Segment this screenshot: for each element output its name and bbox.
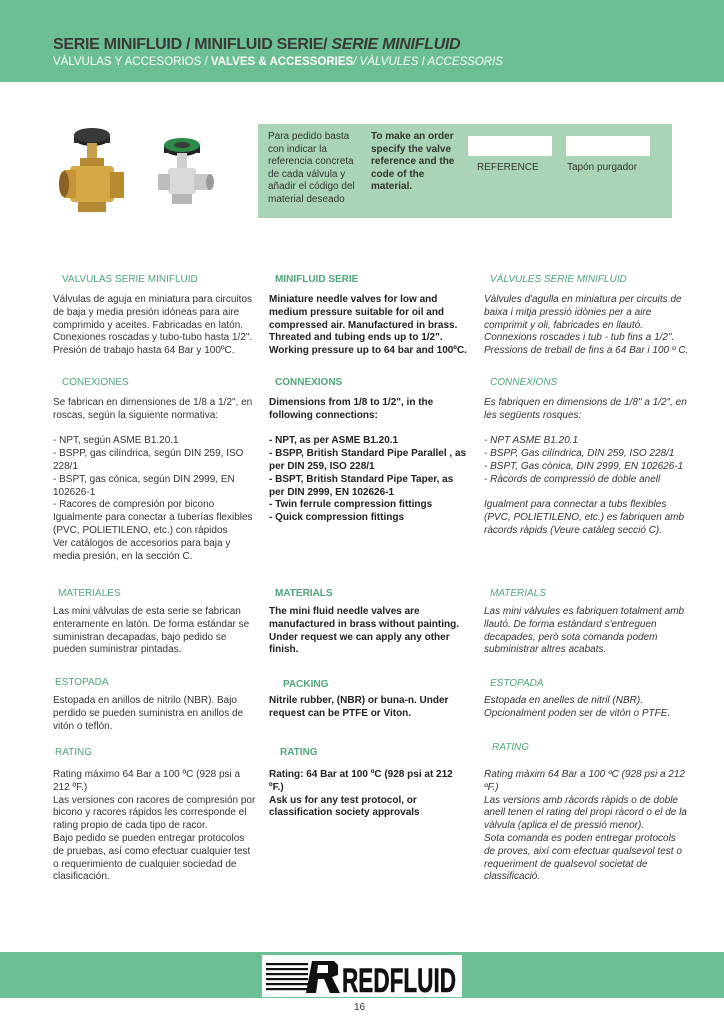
paragraph: Nitrile rubber, (NBR) or buna-n. Under request can be PTFE or Viton. (269, 695, 449, 719)
order-note-en: To make an order specify the valve reference and the code of the material. (371, 131, 455, 192)
paragraph: Es fabriquen en dimensions de 1/8" a 1/2", en les següents rosques: - NPT ASME B1.20.1 - BSPP, Gas cilíndrica, DIN 259, ISO 228/1 - BSPT, Gas cònica, DIN 2999, EN 102626-1 - Ràcords de compressió de doble anell Igualment para connectar a tubs flexibles (PVC, POLIETILENO, etc.) es fabriquen amb ràcords ràpids (Veure catàleg secció C). (484, 397, 687, 536)
purge-plug-label: Tapón purgador (567, 162, 638, 173)
paragraph: Las mini válvulas de esta serie se fabrican enteramente en latón. De forma estándar se suministran decapadas, bajo pedido se pueden suministrar pintadas. (53, 606, 250, 656)
section-heading-es: ESTOPADA (55, 677, 109, 688)
redfluid-logo-icon (262, 955, 462, 1000)
subtitle-en: VALVES & ACCESSORIES (210, 56, 354, 68)
reference-code-cell (468, 136, 552, 156)
paragraph: Rating máximo 64 Bar a 100 ºC (928 psi a 212 ºF.) Las versiones con racores de compresión por bicono y racores rápidos les corresponde el rating propio de cada tipo de racor. Bajo pedido se pueden entregar protocolos de pruebas, así como efectuar cualquier test o requerimiento de cualquier sociedad de clasificación. (53, 769, 256, 883)
paragraph: Estopada en anillos de nitrilo (NBR). Bajo perdido se pueden suministra en anillos de vitón o teflón. (53, 695, 244, 732)
chrome-valve-icon (158, 138, 214, 204)
intro-text-es (53, 294, 258, 358)
paragraph: Se fabrican en dimensiones de 1/8 a 1/2", en roscas, según la siguiente normativa: - NPT, según ASME B1.20.1 - BSPP, gas cilíndrica, según DIN 259, ISO 228/1 - BSPT, gas cónica, según DIN 2999, EN 102626-1 - Racores de compresión por bicono Igualmente para conectar a tuberías flexibles (PVC, POLIETILENO, etc.) con rápidos Ver catálogos de accesorios para baja y media presión, en la sección C. (53, 397, 253, 562)
connections-text-en (269, 397, 469, 525)
connections-text-es (53, 397, 258, 563)
section-heading-ca: VÀLVULES SERIE MINIFLUID (490, 274, 627, 285)
section-heading-es: VALVULAS SERIE MINIFLUID (62, 274, 198, 285)
section-heading-en: CONNEXIONS (275, 377, 343, 388)
paragraph: Vàlvules d'agulla en miniatura per circuits de baixa i mitja pressió idònies per a aire comprimit y oli, fabricades en llautó. Connexions roscades i tub - tub fins a 1/2". Pressions de treball de fins a 64 Bar i 100 º C. (484, 294, 689, 357)
section-heading-en: MATERIALS (275, 588, 333, 599)
section-heading-es: RATING (55, 747, 93, 758)
intro-text-en (269, 294, 469, 358)
title-italic: SERIE MINIFLUID (331, 36, 461, 53)
redfluid-logo (262, 955, 462, 1000)
packing-text-ca (484, 695, 689, 721)
section-heading-ca: CONNEXIONS (490, 377, 558, 388)
purge-plug-code-cell (566, 136, 650, 156)
product-photo (50, 118, 220, 223)
paragraph: Rating màxim 64 Bar a 100 ºC (928 psi a 212 ºF.) Las versions amb ràcords ràpids o de doble anell tenen el rating del propi ràcord o el de la vàlvula (aplica el de pressió menor). Sota comanda es poden entregar protocols de proves, així com efectuar qualsevol test o requeriment de qualsevol societat de classificació. (484, 769, 687, 883)
section-heading-es: CONEXIONES (62, 377, 129, 388)
section-heading-ca: RATING (492, 742, 530, 753)
packing-text-es (53, 695, 258, 733)
brass-valve-icon (59, 128, 124, 212)
title-main: SERIE MINIFLUID / MINIFLUID SERIE/ (53, 36, 332, 53)
subtitle-es: VÁLVULAS Y ACCESORIOS / (53, 56, 211, 68)
paragraph: Miniature needle valves for low and medium pressure suitable for oil and compressed air. Manufactured in brass. Threated and tubing ends up to 1/2". Working pressure up to 64 bar and 100ºC. (269, 294, 467, 357)
section-heading-ca: MATERIALS (490, 588, 546, 599)
section-heading-en: RATING (280, 747, 318, 758)
reference-label: REFERENCE (477, 162, 539, 173)
paragraph: Las mini vàlvules es fabriquen totalment amb llautó. De forma estàndard s'entreguen decapades, però sota comanda podem subministrar altres acabats. (484, 606, 685, 656)
section-heading-ca: ESTOPADA (490, 678, 544, 689)
paragraph: Dimensions from 1/8 to 1/2", in the following connections: - NPT, as per ASME B1.20.1 - BSPP, British Standard Pipe Parallel , as per DIN 259, ISO 228/1 - BSPT, British Standard Pipe Taper, as per DIN 2999, EN 102626-1 - Twin ferrule compression fittings - Quick compression fittings (269, 397, 467, 524)
page-title (53, 36, 460, 54)
section-heading-es: MATERIALES (58, 588, 121, 599)
rating-text-es (53, 769, 258, 884)
logo-wordmark: REDFLUID (342, 962, 456, 1000)
subtitle-ca: / VÀLVULES I ACCESSORIS (353, 56, 503, 68)
materials-text-ca (484, 606, 689, 657)
materials-text-en (269, 606, 469, 657)
connections-text-ca (484, 397, 689, 538)
section-heading-en: MINIFLUID SERIE (275, 274, 359, 285)
paragraph: The mini fluid needle valves are manufactured in brass without painting. Under request we can apply any other finish. (269, 606, 460, 656)
paragraph: Rating: 64 Bar at 100 ºC (928 psi at 212 ºF.) Ask us for any test protocol, or classification society approvals (269, 769, 453, 819)
rating-text-ca (484, 769, 689, 884)
intro-text-ca (484, 294, 689, 358)
page-subtitle (53, 56, 503, 68)
paragraph: Estopada en anelles de nitril (NBR). Opcionalment poden ser de vitón o PTFE. (484, 695, 671, 719)
page-number: 16 (354, 1002, 366, 1013)
paragraph: Válvulas de aguja en miniatura para circuitos de baja y media presión idóneas para aire comprimido y aceites. Fabricadas en latón. Conexiones roscadas y tubo-tubo hasta 1/2". Presión de trabajo hasta 64 Bar y 100ºC. (53, 294, 253, 357)
header-band (0, 0, 724, 82)
section-heading-en: PACKING (283, 679, 329, 690)
order-note-es: Para pedido basta con indicar la referencia concreta de cada válvula y añadir el código del material deseado (268, 131, 355, 205)
rating-text-en (269, 769, 469, 820)
packing-text-en (269, 695, 469, 721)
materials-text-es (53, 606, 258, 657)
reference-box (258, 124, 672, 218)
